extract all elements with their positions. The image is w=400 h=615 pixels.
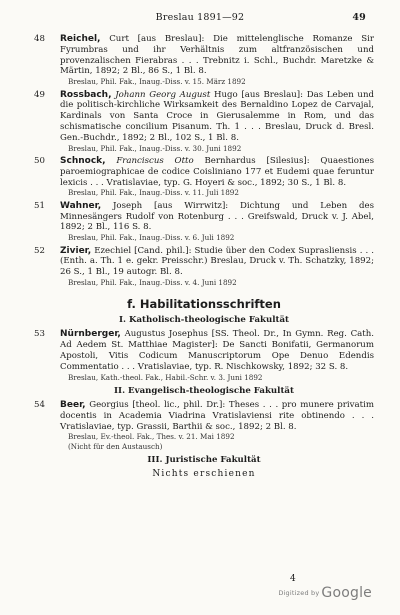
- entry-body: Augustus Josephus [SS. Theol. Dr., In Gymn. Reg. Cath. Ad Aedem St. Matthiae Magister]: De Sancti Bonifatii, Germanorum Apostoli, Vitis Codicum Manuscriptorum Ope Denuo Edendis Commentatio . . . Vratislaviae, typ. R. Nischkowsky, 1892; 32 S. 8.: [60, 329, 375, 372]
- entry-body: Ezechiel [Cand. phil.]: Studie über den Codex Suprasliensis . . . (Enth. a. Th. 1 e. gekr. Preisschr.) Breslau, Druck v. Th. Schatzky, 1892; 26 S., 1 Bl., 19 autogr. Bl. 8.: [60, 245, 374, 278]
- entry-number: 51: [34, 200, 45, 211]
- google-watermark: [278, 585, 372, 601]
- subsection-heading-2: II. Evangelisch-theologische Fakultät: [114, 385, 294, 396]
- subsection-heading-1: I. Katholisch-theologische Fakultät: [118, 315, 290, 326]
- entry-51: [34, 201, 374, 243]
- entry-author: Wahner,: [60, 200, 102, 211]
- entry-number: 50: [34, 155, 45, 166]
- entry-body: Curt [aus Breslau]: Die mittelenglische Romanze Sir Fyrumbras und ihr Verhältnis zum altfranzösischen und provenzalischen Fierabras . . . Trebnitz i. Schl., Buchdr. Maretzke & Märtin, 1892; 2 Bl., 86 S., 1 Bl. 8.: [60, 34, 374, 77]
- page-header: [0, 12, 400, 26]
- entry-number: 52: [34, 245, 45, 256]
- entry-number: 53: [34, 329, 45, 340]
- subsection-heading-3: III. Juristische Fakultät: [147, 455, 261, 466]
- entry-text: [60, 34, 374, 77]
- entry-number: 48: [34, 34, 45, 44]
- entry-number: 54: [34, 399, 45, 410]
- entry-text: [60, 156, 374, 188]
- entry-note: Breslau, Phil. Fak., Inaug.-Diss. v. 11. Juli 1892: [68, 188, 239, 198]
- entry-given-names: Franciscus Otto: [116, 155, 194, 166]
- entry-54: [34, 400, 374, 451]
- watermark-digitized: Digitized by: [278, 589, 320, 597]
- entry-note: Breslau, Ev.-theol. Fak., Thes. v. 21. Mai 1892: [68, 432, 235, 442]
- entry-52: [34, 246, 374, 288]
- entry-number: 49: [34, 89, 45, 100]
- nothing-published-note: Nichts erschienen: [152, 469, 256, 480]
- entry-author: Zivier,: [60, 245, 92, 256]
- entry-given-names: Johann Georg August: [115, 89, 211, 100]
- entry-49: [34, 90, 374, 153]
- entry-author: Beer,: [60, 399, 86, 410]
- watermark-brand: Google: [321, 585, 372, 601]
- entry-text: [60, 90, 374, 144]
- entry-text: [60, 246, 374, 278]
- entry-author: Rossbach,: [60, 89, 112, 100]
- entry-text: [60, 329, 374, 372]
- signature-mark: 4: [290, 574, 296, 584]
- entry-body: Hugo [aus Breslau]: Das Leben und die politisch-kirchliche Wirksamkeit des Bernaldino Lopez de Carvajal, Kardinals von Santa Croce in Gierusalemme in Rom, und das schismatische concilium Pisanum. Th. 1 . . . Breslau, Druck d. Bresl. Gen.-Buchdr., 1892; 2 Bl., 102 S., 1 Bl. 8.: [60, 89, 374, 143]
- entry-48: [34, 34, 374, 87]
- section-heading: f. Habilitationsschriften: [127, 297, 281, 312]
- entry-53: [34, 329, 374, 382]
- entry-note: Breslau, Phil. Fak., Inaug.-Diss. v. 6. Juli 1892: [68, 233, 235, 243]
- page-number: 49: [352, 12, 366, 23]
- entry-50: [34, 156, 374, 198]
- entry-note-exchange: (Nicht für den Austausch): [68, 441, 163, 451]
- entry-body: Joseph [aus Wirrwitz]: Dichtung und Leben des Minnesängers Rudolf von Rotenburg . . . Greifswald, Druck v. J. Abel, 1892; 2 Bl., 116 S. 8.: [60, 200, 375, 233]
- entry-author: Nürnberger,: [60, 329, 121, 340]
- entry-text: [60, 201, 374, 233]
- entry-body: Bernhardus [Silesius]: Quaestiones paroemiographicae de codice Coisliniano 177 et Eudemi quae feruntur lexicis . . . Vratislaviae, typ. G. Hoyeri & soc., 1892; 30 S., 1 Bl. 8.: [60, 155, 375, 188]
- entry-note: Breslau, Phil. Fak., Inaug.-Diss. v. 15. März 1892: [68, 77, 246, 87]
- entry-note: Breslau, Phil. Fak., Inaug.-Diss. v. 4. Juni 1892: [68, 277, 237, 287]
- entry-body: Georgius [theol. lic., phil. Dr.]: Theses . . . pro munere privatim docentis in Academia Viadrina Vratislaviensi rite obtinendo . . . Vratislaviae, typ. Grassii, Barthii & soc., 1892; 2 Bl. 8.: [60, 399, 374, 432]
- entry-author: Schnock,: [60, 155, 106, 166]
- entries-column: [34, 34, 374, 479]
- entry-text: [60, 400, 374, 432]
- entry-note: Breslau, Kath.-theol. Fak., Habil.-Schr. v. 3. Juni 1892: [68, 372, 263, 382]
- entry-author: Reichel,: [60, 34, 101, 44]
- entry-note: Breslau, Phil. Fak., Inaug.-Diss. v. 30. Juni 1892: [68, 143, 242, 153]
- running-title: Breslau 1891—92: [155, 12, 245, 23]
